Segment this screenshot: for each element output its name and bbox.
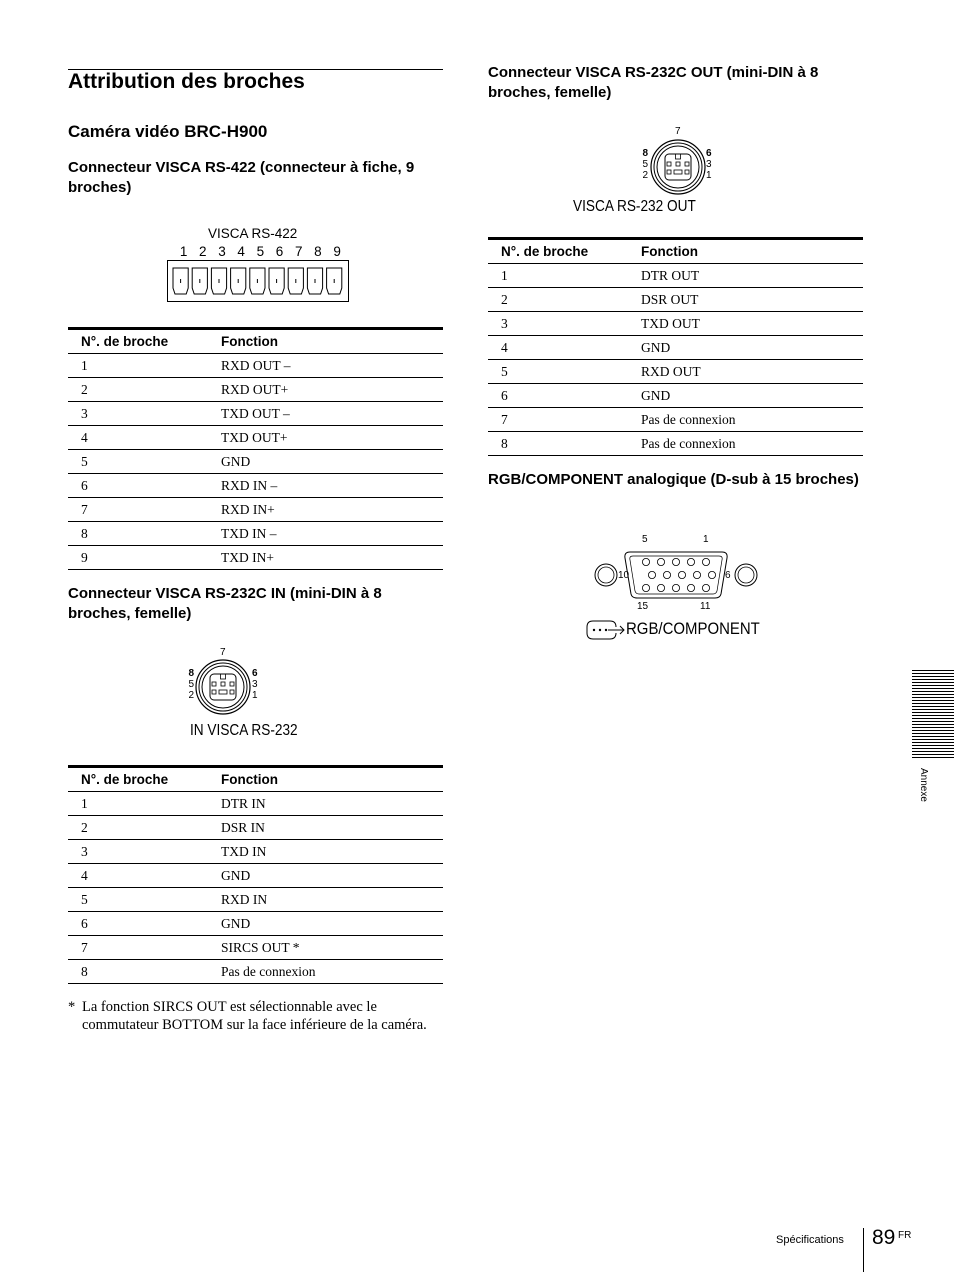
pin-function: DTR IN [208, 792, 443, 816]
rs232-in-diagram [180, 646, 330, 746]
pin-number: 6 [488, 384, 628, 408]
pin-function: TXD IN [208, 840, 443, 864]
pin-function: RXD OUT+ [208, 378, 443, 402]
mini-din-pin-label: 2 [188, 690, 194, 701]
rs422-pin-number: 1 [179, 244, 188, 259]
table-row [68, 816, 443, 840]
dsub-pin-hole [702, 584, 709, 591]
pin-function: DSR IN [208, 816, 443, 840]
rs422-pin-number: 2 [199, 244, 207, 259]
page-title: Attribution des broches [68, 70, 305, 93]
pin-function: RXD OUT [628, 360, 863, 384]
table-row [68, 864, 443, 888]
mini-din-connector-icon [194, 658, 252, 716]
mini-din-connector-icon [649, 138, 707, 196]
pin-function: Pas de connexion [628, 408, 863, 432]
table-row [68, 378, 443, 402]
table-row [488, 288, 863, 312]
rs422-heading: Connecteur VISCA RS-422 (connecteur à fiche, 9 broches) [68, 159, 415, 196]
pin-number: 8 [68, 960, 208, 984]
pin-number: 3 [68, 840, 208, 864]
pin-number: 6 [68, 912, 208, 936]
rs232-in-diagram-label: IN VISCA RS-232 [190, 722, 298, 739]
mini-din-pin-label: 1 [706, 170, 712, 181]
pin-number: 1 [68, 792, 208, 816]
dsub-pin-hole [687, 558, 694, 565]
rs422-diagram [160, 224, 360, 304]
pin-number: 3 [68, 402, 208, 426]
pin-function: DTR OUT [628, 264, 863, 288]
pin-number: 1 [68, 354, 208, 378]
pin-function: RXD IN – [208, 474, 443, 498]
dsub-pin-hole [642, 558, 649, 565]
rs422-pin-number: 6 [275, 244, 284, 259]
mini-din-pin-labels-left [640, 148, 648, 181]
column-header-pin: N°. de broche [68, 767, 208, 792]
rs232-in-pin-table [68, 765, 443, 984]
table-row [68, 450, 443, 474]
dsub-pin-hole [642, 584, 649, 591]
dsub-pin-label: 10 [618, 570, 630, 581]
rs422-pin-number: 9 [333, 244, 341, 259]
mini-din-pin-label: 8 [642, 148, 648, 159]
table-row [68, 354, 443, 378]
mini-din-pin-label: 2 [642, 170, 648, 181]
pin-function: RXD OUT – [208, 354, 443, 378]
pin-function: GND [628, 384, 863, 408]
table-row [68, 498, 443, 522]
rs422-pin-number: 3 [218, 244, 226, 259]
mini-din-pin-label: 1 [252, 690, 258, 701]
table-row [68, 792, 443, 816]
rs422-pin-numbers [174, 244, 354, 259]
pin-number: 8 [488, 432, 628, 456]
pin-number: 4 [68, 426, 208, 450]
footnote-marker: * [68, 999, 76, 1015]
dsub-pin-label: 1 [703, 534, 709, 545]
side-tab-label: Annexe [918, 768, 929, 802]
table-row [68, 960, 443, 984]
footer-section: Spécifications [776, 1234, 844, 1246]
pin-number: 5 [68, 450, 208, 474]
pin-function: RXD IN+ [208, 498, 443, 522]
rs232-out-pin-table [488, 237, 863, 456]
rs232-out-diagram-label: VISCA RS-232 OUT [573, 198, 696, 215]
column-header-function: Fonction [628, 239, 863, 264]
table-row [488, 336, 863, 360]
page-number: 89 [872, 1226, 896, 1249]
mini-din-pin-labels-left [186, 668, 194, 701]
rgb-port-icon [586, 619, 626, 641]
table-row [68, 426, 443, 450]
pin-function: TXD OUT+ [208, 426, 443, 450]
pin-function: DSR OUT [628, 288, 863, 312]
pin-number: 3 [488, 312, 628, 336]
pin-function: GND [208, 864, 443, 888]
pin-function: Pas de connexion [628, 432, 863, 456]
rs422-pin-number: 7 [294, 244, 303, 259]
mini-din-pin-label: 8 [188, 668, 194, 679]
table-row [488, 408, 863, 432]
pin-function: Pas de connexion [208, 960, 443, 984]
footer-divider [863, 1228, 864, 1272]
table-row [68, 912, 443, 936]
pin-function: GND [208, 450, 443, 474]
pin-number: 2 [488, 288, 628, 312]
pin-number: 4 [68, 864, 208, 888]
mini-din-pin-label: 6 [252, 668, 258, 679]
dsub-pin-hole [672, 558, 679, 565]
mini-din-pin-label: 3 [252, 679, 258, 690]
pin-number: 5 [488, 360, 628, 384]
table-row [488, 432, 863, 456]
pin-function: TXD IN – [208, 522, 443, 546]
table-row [68, 474, 443, 498]
dsub-pin-hole [708, 571, 715, 578]
dsub-pin-hole [648, 571, 655, 578]
pin-function: TXD IN+ [208, 546, 443, 570]
table-row [488, 360, 863, 384]
rgb-diagram-label: RGB/COMPONENT [626, 619, 760, 638]
mini-din-pin-label: 5 [642, 159, 648, 170]
dsub-pin-hole [702, 558, 709, 565]
mini-din-pin-label-top: 7 [220, 647, 226, 658]
pin-number: 7 [68, 498, 208, 522]
page-lang: FR [898, 1230, 912, 1241]
pin-function: GND [628, 336, 863, 360]
table-row [68, 546, 443, 570]
mini-din-pin-label-top: 7 [675, 126, 681, 137]
pin-number: 6 [68, 474, 208, 498]
mini-din-pin-labels-right [252, 668, 258, 701]
table-row [68, 936, 443, 960]
table-row [68, 402, 443, 426]
rgb-diagram [586, 530, 776, 645]
pin-number: 7 [488, 408, 628, 432]
dsub-pin-hole [657, 584, 664, 591]
pin-number: 7 [68, 936, 208, 960]
footnote: La fonction SIRCS OUT est sélectionnable avec le commutateur BOTTOM sur la face inférieure de la caméra. [82, 999, 427, 1033]
rs422-pin-number: 8 [314, 244, 322, 259]
rs422-pin-number: 5 [256, 244, 265, 259]
dsub15-connector-icon [592, 546, 762, 602]
pin-function: TXD OUT – [208, 402, 443, 426]
dsub-pin-hole [657, 558, 664, 565]
pin-number: 1 [488, 264, 628, 288]
table-row [68, 522, 443, 546]
pin-function: GND [208, 912, 443, 936]
section-title: Caméra vidéo BRC-H900 [68, 122, 268, 141]
dsub-pin-label: 6 [725, 570, 731, 581]
rs422-pin-number: 4 [237, 244, 245, 259]
dsub-pin-label: 15 [637, 601, 649, 612]
dsub-pin-hole [693, 571, 700, 578]
table-row [488, 384, 863, 408]
side-tab-stripes [912, 670, 954, 760]
pin-function: SIRCS OUT * [208, 936, 443, 960]
dsub-pin-label: 11 [700, 601, 711, 612]
rs232-in-heading: Connecteur VISCA RS-232C IN (mini-DIN à 8 broches, femelle) [68, 585, 382, 622]
pin-number: 8 [68, 522, 208, 546]
pin-number: 2 [68, 816, 208, 840]
mini-din-pin-label: 5 [188, 679, 194, 690]
column-header-pin: N°. de broche [488, 239, 628, 264]
dsub-pin-hole [672, 584, 679, 591]
pin-function: TXD OUT [628, 312, 863, 336]
rs422-pin-table [68, 327, 443, 570]
pin-number: 9 [68, 546, 208, 570]
table-row [68, 888, 443, 912]
mini-din-pin-label: 6 [706, 148, 712, 159]
column-header-function: Fonction [208, 329, 443, 354]
rs232-out-diagram [572, 124, 732, 224]
mini-din-pin-label: 3 [706, 159, 712, 170]
column-header-pin: N°. de broche [68, 329, 208, 354]
rs422-connector-icon [167, 260, 349, 302]
pin-number: 2 [68, 378, 208, 402]
rs232-out-heading: Connecteur VISCA RS-232C OUT (mini-DIN à 8 broches, femelle) [488, 64, 819, 101]
pin-number: 4 [488, 336, 628, 360]
table-row [68, 840, 443, 864]
rs422-diagram-label: VISCA RS-422 [208, 226, 298, 241]
pin-function: RXD IN [208, 888, 443, 912]
column-header-function: Fonction [208, 767, 443, 792]
dsub-pin-hole [687, 584, 694, 591]
pin-number: 5 [68, 888, 208, 912]
table-row [488, 264, 863, 288]
table-row [488, 312, 863, 336]
dsub-pin-hole [663, 571, 670, 578]
dsub-pin-label: 5 [642, 534, 648, 545]
dsub-pin-hole [678, 571, 685, 578]
rgb-heading: RGB/COMPONENT analogique (D-sub à 15 broches) [488, 471, 859, 488]
